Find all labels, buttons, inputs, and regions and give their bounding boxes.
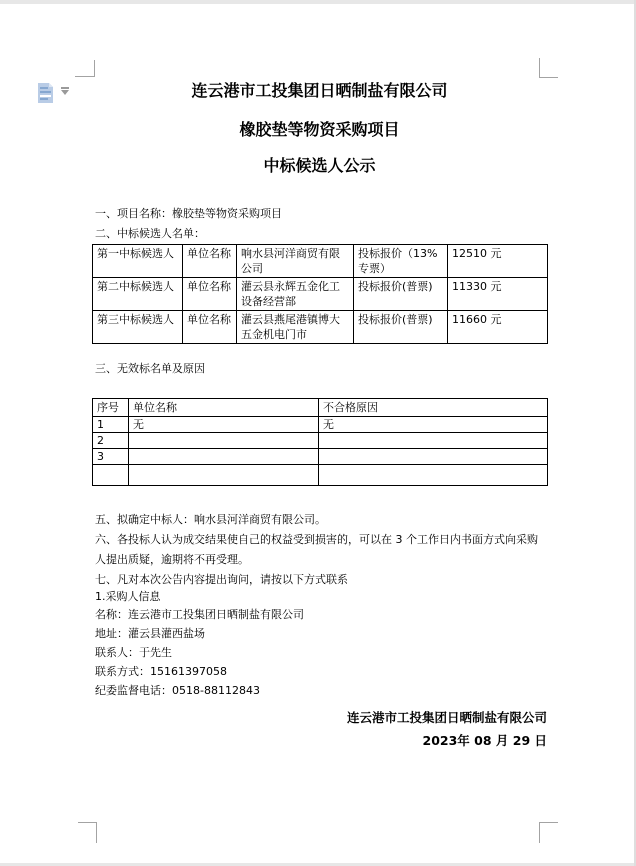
unit-cell [129, 433, 319, 449]
table-row [93, 245, 548, 278]
buyer-contact-block [95, 605, 547, 700]
unit-label-cell: 单位名称 [183, 278, 237, 311]
bid-label-cell: 投标报价(普票) [354, 311, 448, 344]
para-buyer-address: 地址：灌云县灌西盐场 [95, 627, 205, 640]
para-supervision-phone: 纪委监督电话：0518-88112843 [95, 684, 260, 697]
bid-price-cell: 11330 元 [448, 278, 548, 311]
invalid-bids-table [92, 398, 548, 486]
bid-price-cell: 11660 元 [448, 311, 548, 344]
header-no-cell: 序号 [93, 399, 129, 417]
para-winner: 五、拟确定中标人：响水县河洋商贸有限公司。 [95, 513, 326, 526]
unit-cell [129, 449, 319, 465]
candidates-table [92, 244, 548, 344]
table-row [93, 465, 548, 486]
section-invalid-heading: 三、无效标名单及原因 [95, 362, 205, 375]
company-cell: 灌云县燕尾港镇博大五金机电门市 [237, 311, 354, 344]
para-contact-person: 联系人：于先生 [95, 646, 172, 659]
candidate-rank-cell: 第二中标候选人 [93, 278, 183, 311]
unit-label-cell: 单位名称 [183, 311, 237, 344]
company-cell: 响水县河洋商贸有限公司 [237, 245, 354, 278]
no-cell: 3 [93, 449, 129, 465]
table-row [93, 278, 548, 311]
para-objection: 六、各投标人认为成交结果使自己的权益受到损害的，可以在 3 个工作日内书面方式向采购人提出质疑，逾期将不再受理。 [95, 533, 538, 566]
signature-block [92, 706, 547, 752]
crop-mark-bottom-right [539, 822, 558, 843]
crop-mark-bottom-left [78, 822, 97, 843]
unit-label-cell: 单位名称 [183, 245, 237, 278]
para-contact-phone: 联系方式：15161397058 [95, 665, 227, 678]
bid-label-cell: 投标报价（13%专票） [354, 245, 448, 278]
reason-cell: 无 [319, 417, 548, 433]
reason-cell [319, 449, 548, 465]
doc-title-company: 连云港市工投集团日晒制盐有限公司 [191, 81, 448, 100]
doc-title-announcement: 中标候选人公示 [263, 156, 376, 175]
crop-mark-top-right [539, 58, 558, 78]
table-header-row [93, 399, 548, 417]
unit-cell: 无 [129, 417, 319, 433]
table-row [93, 433, 548, 449]
reason-cell [319, 465, 548, 486]
para-inquiry: 七、凡对本次公告内容提出询问，请按以下方式联系 [95, 573, 348, 586]
dropdown-arrow-icon [61, 87, 69, 89]
paste-options-icon [37, 82, 55, 107]
paste-options-button[interactable] [37, 82, 73, 106]
header-reason-cell: 不合格原因 [319, 399, 548, 417]
candidate-rank-cell: 第三中标候选人 [93, 311, 183, 344]
doc-title-project: 橡胶垫等物资采购项目 [239, 120, 400, 139]
para-project-name: 一、项目名称：橡胶垫等物资采购项目 [95, 207, 282, 220]
no-cell [93, 465, 129, 486]
page-edge-top [0, 0, 636, 4]
table-row [93, 417, 548, 433]
footer-company: 连云港市工投集团日晒制盐有限公司 [346, 710, 547, 725]
unit-cell [129, 465, 319, 486]
header-unit-cell: 单位名称 [129, 399, 319, 417]
bid-price-cell: 12510 元 [448, 245, 548, 278]
para-candidate-list-heading: 二、中标候选人名单： [95, 227, 205, 240]
para-buyer-name: 名称：连云港市工投集团日晒制盐有限公司 [95, 608, 304, 621]
no-cell: 2 [93, 433, 129, 449]
reason-cell [319, 433, 548, 449]
footer-date: 2023年 08 月 29 日 [422, 733, 547, 748]
table-row [93, 449, 548, 465]
crop-mark-top-left [75, 60, 95, 77]
no-cell: 1 [93, 417, 129, 433]
para-buyer-info-heading: 1.采购人信息 [95, 590, 161, 603]
candidate-rank-cell: 第一中标候选人 [93, 245, 183, 278]
table-row [93, 311, 548, 344]
company-cell: 灌云县永辉五金化工设备经营部 [237, 278, 354, 311]
bid-label-cell: 投标报价(普票) [354, 278, 448, 311]
